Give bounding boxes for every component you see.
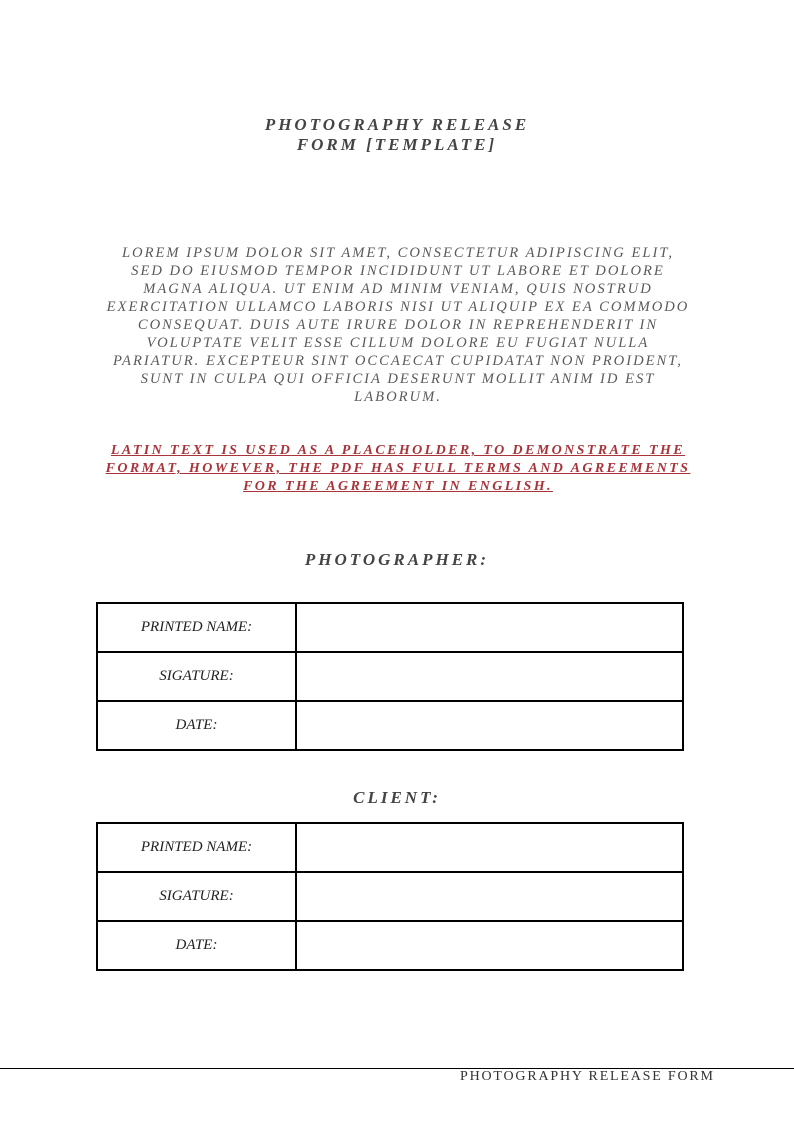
photographer-date-field[interactable] [296, 701, 683, 750]
client-printed-name-field[interactable] [296, 823, 683, 872]
title-line-1: PHOTOGRAPHY RELEASE [264, 115, 530, 134]
client-table [96, 822, 684, 971]
client-printed-name-label: PRINTED NAME: [97, 823, 296, 872]
title-line-2: FORM [TEMPLATE] [296, 135, 498, 154]
photographer-signature-label: SIGATURE: [97, 652, 296, 701]
photographer-printed-name-field[interactable] [296, 603, 683, 652]
client-heading: CLIENT: [353, 788, 441, 807]
photographer-date-label: DATE: [97, 701, 296, 750]
client-signature-field[interactable] [296, 872, 683, 921]
table-row [97, 872, 683, 921]
table-row [97, 921, 683, 970]
table-row [97, 701, 683, 750]
photographer-printed-name-label: PRINTED NAME: [97, 603, 296, 652]
client-date-field[interactable] [296, 921, 683, 970]
client-date-label: DATE: [97, 921, 296, 970]
photographer-signature-field[interactable] [296, 652, 683, 701]
footer-title: PHOTOGRAPHY RELEASE FORM [460, 1069, 715, 1084]
page-title [0, 115, 794, 155]
body-paragraph: LOREM IPSUM DOLOR SIT AMET, CONSECTETUR ADIPISCING ELIT, SED DO EIUSMOD TEMPOR INCIDIDUNT UT LABORE ET DOLORE MAGNA ALIQUA. UT ENIM AD MINIM VENIAM, QUIS NOSTRUD EXERCITATION ULLAMCO LABORIS NISI UT ALIQUIP EX EA COMMODO CONSEQUAT. DUIS AUTE IRURE DOLOR IN REPREHENDERIT IN VOLUPTATE VELIT ESSE CILLUM DOLORE EU FUGIAT NULLA PARIATUR. EXCEPTEUR SINT OCCAECAT CUPIDATAT NON PROIDENT, SUNT IN CULPA QUI OFFICIA DESERUNT MOLLIT ANIM ID EST LABORUM. [106, 245, 690, 405]
table-row [97, 823, 683, 872]
placeholder-notice: LATIN TEXT IS USED AS A PLACEHOLDER, TO DEMONSTRATE THE FORMAT, HOWEVER, THE PDF HAS FULL TERMS AND AGREEMENTS FOR THE AGREEMENT IN ENGLISH. [105, 443, 691, 494]
table-row [97, 652, 683, 701]
photographer-heading: PHOTOGRAPHER: [304, 550, 490, 569]
photographer-table [96, 602, 684, 751]
table-row [97, 603, 683, 652]
client-signature-label: SIGATURE: [97, 872, 296, 921]
